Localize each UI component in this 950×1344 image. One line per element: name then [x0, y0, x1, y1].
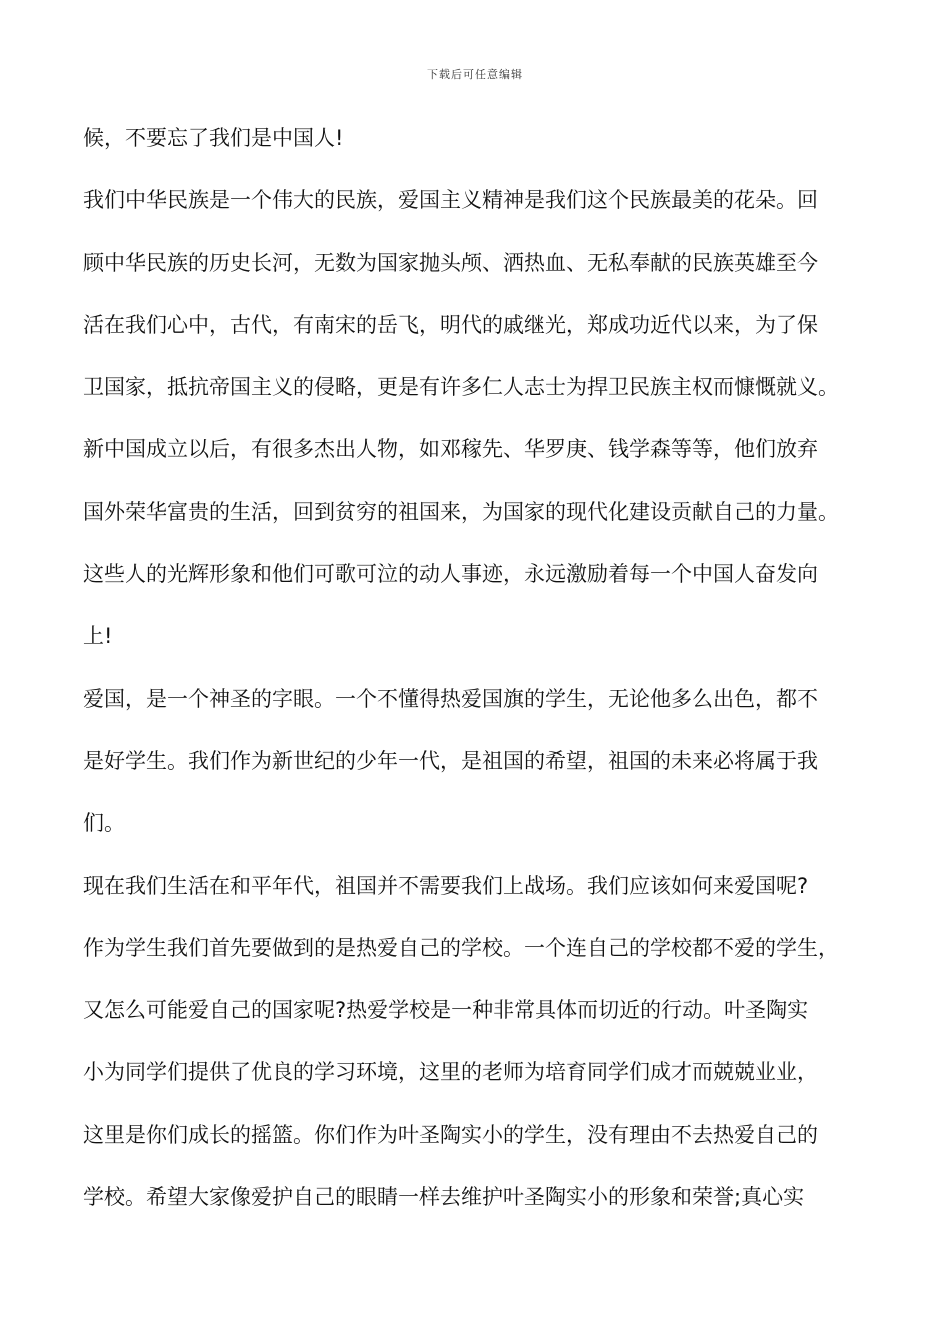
text-line: 又怎么可能爱自己的国家呢?热爱学校是一种非常具体而切近的行动。叶圣陶实 — [83, 998, 809, 1023]
text-line: 国外荣华富贵的生活，回到贫穷的祖国来，为国家的现代化建设贡献自己的力量。 — [83, 499, 839, 524]
text-line: 我们中华民族是一个伟大的民族，爱国主义精神是我们这个民族最美的花朵。回 — [83, 188, 818, 213]
text-line: 现在我们生活在和平年代，祖国并不需要我们上战场。我们应该如何来爱国呢? — [83, 873, 809, 898]
text-line: 爱国，是一个神圣的字眼。一个不懂得热爱国旗的学生，无论他多么出色，都不 — [83, 686, 818, 711]
text-line: 小为同学们提供了优良的学习环境，这里的老师为培育同学们成才而兢兢业业， — [83, 1060, 818, 1085]
document-body — [83, 118, 883, 1239]
text-line: 这里是你们成长的摇篮。你们作为叶圣陶实小的学生，没有理由不去热爱自己的 — [83, 1122, 818, 1147]
text-line: 卫国家，抵抗帝国主义的侵略，更是有许多仁人志士为捍卫民族主权而慷慨就义。 — [83, 375, 839, 400]
text-line: 上! — [83, 624, 113, 649]
text-line: 顾中华民族的历史长河，无数为国家抛头颅、洒热血、无私奉献的民族英雄至今 — [83, 250, 818, 275]
text-line: 活在我们心中，古代，有南宋的岳飞，明代的戚继光，郑成功近代以来，为了保 — [83, 312, 818, 337]
text-line: 学校。希望大家像爱护自己的眼睛一样去维护叶圣陶实小的形象和荣誉;真心实 — [83, 1185, 805, 1210]
text-line: 候，不要忘了我们是中国人! — [83, 126, 344, 150]
text-line: 是好学生。我们作为新世纪的少年一代，是祖国的希望，祖国的未来必将属于我 — [83, 748, 818, 773]
text-line: 这些人的光辉形象和他们可歌可泣的动人事迹，永远激励着每一个中国人奋发向 — [83, 562, 818, 587]
text-line: 们。 — [83, 811, 125, 836]
text-line: 新中国成立以后，有很多杰出人物，如邓稼先、华罗庚、钱学森等等，他们放弃 — [83, 437, 818, 462]
page-header-note: 下载后可任意编辑 — [427, 68, 523, 81]
text-line: 作为学生我们首先要做到的是热爱自己的学校。一个连自己的学校都不爱的学生， — [83, 935, 839, 960]
